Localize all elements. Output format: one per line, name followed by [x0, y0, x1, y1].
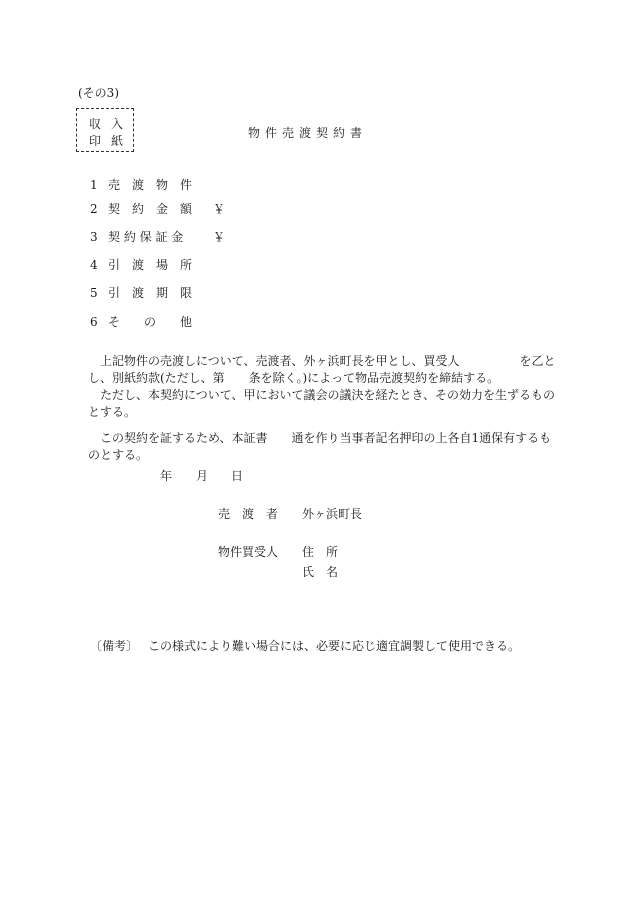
date-month-label: 月 — [196, 469, 209, 483]
buyer-label: 物件買受人 — [218, 545, 279, 559]
stamp-label-line2: 印紙 — [89, 134, 134, 148]
date-year-label: 年 — [160, 469, 173, 483]
item-label: 売 渡 物 件 — [108, 178, 193, 192]
item-label: 引 渡 期 限 — [108, 286, 193, 300]
item-number: 5 — [90, 286, 98, 300]
contract-paragraph: この契約を証するため、本証書 通を作り当事者記名押印の上各自1通保有するものとする。 — [88, 431, 552, 462]
revenue-stamp-box — [76, 108, 134, 152]
item-number: 4 — [90, 258, 98, 272]
item-label: 契 約 金 額 — [108, 202, 193, 216]
buyer-name-label: 氏 名 — [302, 565, 339, 579]
contract-paragraph: ただし、本契約について、甲において議会の議決を経たとき、その効力を生ずるものとする。 — [88, 388, 556, 419]
item-number: 3 — [90, 230, 98, 244]
item-label: 契 約 保 証 金 — [108, 230, 184, 244]
form-number: (その3) — [78, 86, 119, 100]
list-item — [90, 200, 192, 217]
seller-name: 外ヶ浜町長 — [302, 507, 363, 521]
item-label: そ の 他 — [108, 315, 193, 329]
item-number: 2 — [90, 202, 98, 216]
item-number: 1 — [90, 178, 98, 192]
yen-sign: ￥ — [213, 202, 226, 216]
item-label: 引 渡 場 所 — [108, 258, 193, 272]
list-item — [90, 256, 192, 273]
document-title: 物件売渡契約書 — [248, 126, 368, 140]
seller-label: 売 渡 者 — [218, 507, 279, 521]
stamp-label-line1: 収入 — [89, 117, 134, 131]
item-number: 6 — [90, 315, 98, 329]
list-item — [90, 228, 183, 245]
list-item — [90, 176, 192, 193]
yen-sign: ￥ — [213, 230, 226, 244]
list-item — [90, 284, 192, 301]
buyer-address-label: 住 所 — [302, 545, 339, 559]
contract-paragraph: 上記物件の売渡しについて、売渡者、外ヶ浜町長を甲とし、買受人 を乙とし、別紙約款(ただし、第 条を除く。)によって物品売渡契約を締結する。 — [88, 354, 556, 385]
note-text: この様式により難い場合には、必要に応じ適宜調製して使用できる。 — [148, 639, 521, 653]
list-item — [90, 313, 192, 330]
date-day-label: 日 — [231, 469, 244, 483]
note-label: 〔備考〕 — [90, 639, 139, 653]
